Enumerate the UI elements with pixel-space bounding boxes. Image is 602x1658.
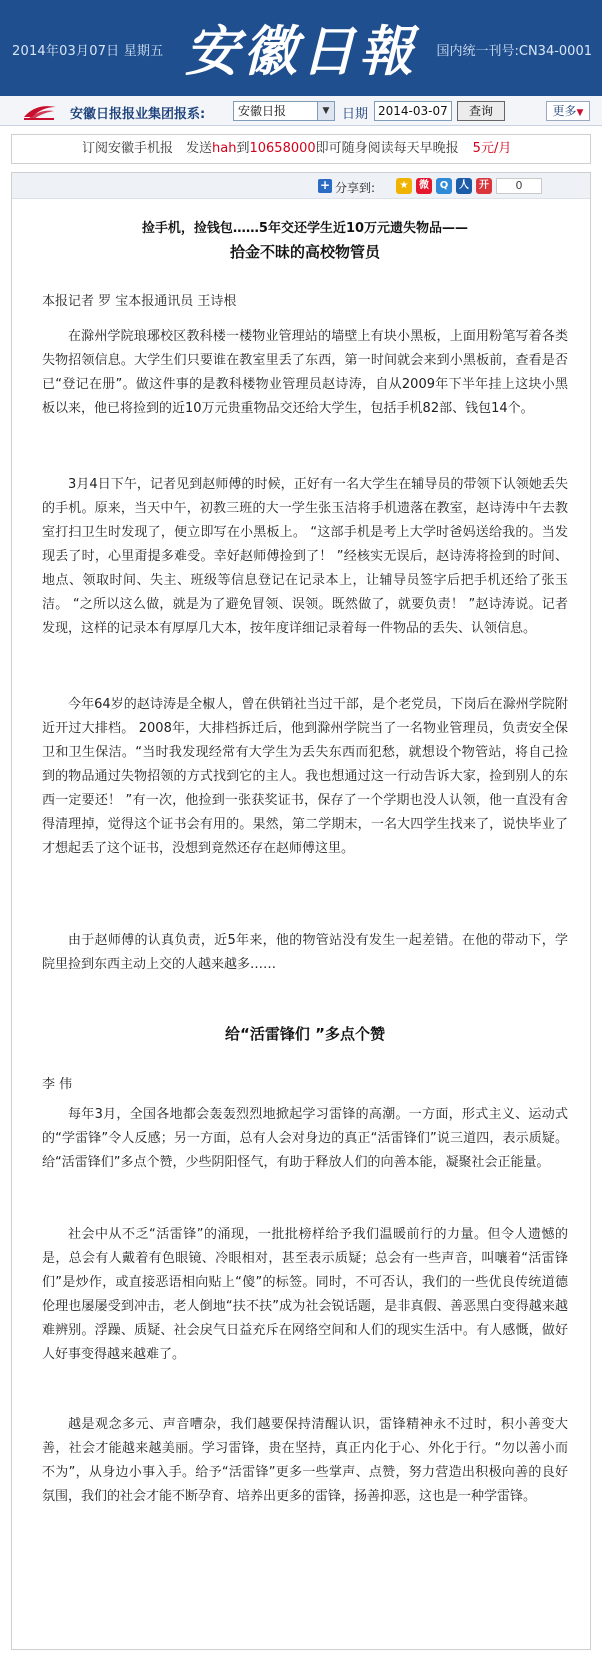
more-label: 更多 bbox=[552, 104, 577, 118]
subscribe-text-2: 到 bbox=[236, 141, 250, 156]
chevron-down-icon[interactable]: ▼ bbox=[317, 102, 334, 120]
qzone-icon[interactable]: ★ bbox=[396, 178, 412, 194]
subscribe-number: 10658000 bbox=[249, 141, 316, 156]
caret-down-icon: ▼ bbox=[576, 108, 584, 118]
article2-byline: 李 伟 bbox=[42, 1077, 73, 1092]
more-button[interactable] bbox=[546, 101, 590, 121]
article2-paragraph: 每年3月，全国各地都会轰轰烈烈地掀起学习雷锋的高潮。一方面，形式主义、运动式的“学雷锋”令人反感；另一方面，总有人会对身边的真正“活雷锋们”说三道四，表示质疑。给“活雷锋们”多点个赞，少些阴阳怪气，有助于释放人们的向善本能，凝聚社会正能量。 bbox=[42, 1107, 568, 1170]
article2-paragraph: 社会中从不乏“活雷锋”的涌现，一批批榜样给予我们温暖前行的力量。但令人遗憾的是，总会有人戴着有色眼镜、冷眼相对，甚至表示质疑；总会有一些声音，叫嚷着“活雷锋们”是炒作，或直接恶语相向贴上“傻”的标签。同时，不可否认，我们的一些优良传统道德伦理也屡屡受到冲击，老人倒地“扶不扶”成为社会锐话题，是非真假、善恶黑白变得越来越难辨别。浮躁、质疑、社会戾气日益充斥在网络空间和人们的现实生活中。有人感慨，做好人好事变得越来越难了。 bbox=[42, 1227, 568, 1362]
group-logo-icon[interactable] bbox=[22, 101, 58, 121]
subscribe-text-1: 订阅安徽手机报 发送 bbox=[82, 141, 213, 156]
issue-date: 2014年03月07日 星期五 bbox=[12, 44, 164, 59]
share-plus-icon[interactable]: + bbox=[319, 178, 331, 192]
date-input[interactable]: 2014-03-07 bbox=[374, 101, 452, 121]
kaixin-icon[interactable]: 开 bbox=[476, 178, 492, 194]
sina-weibo-icon[interactable]: 微 bbox=[416, 178, 432, 194]
subscribe-code: hah bbox=[212, 141, 237, 156]
renren-icon[interactable]: 人 bbox=[456, 178, 472, 194]
article1-title: 拾金不昧的高校物管员 bbox=[229, 243, 380, 261]
article-panel bbox=[11, 172, 591, 1650]
subscribe-banner[interactable] bbox=[11, 134, 591, 164]
article1-byline: 本报记者 罗 宝本报通讯员 王诗根 bbox=[42, 294, 237, 309]
article1-paragraph: 3月4日下午，记者见到赵师傅的时候，正好有一名大学生在辅导员的带领下认领她丢失的手机。原来，当天中午，初教三班的大一学生张玉洁将手机遗落在教室，赵诗涛中午去教室打扫卫生时发现了，便立即写在小黑板上。 “这部手机是考上大学时爸妈送给我的。当发现丢了时，心里甭提多难受。幸好赵师傅捡到了！ ”经核实无误后，赵诗涛将捡到的时间、地点、领取时间、失主、班级等信息登记在记录本上，让辅导员签字后把手机还给了张玉洁。 “之所以这么做，就是为了避免冒领、误领。既然做了，就要负责！ ”赵诗涛说。记者发现，这样的记录本有厚厚几大本，按年度详细记录着每一件物品的丢失、认领信息。 bbox=[42, 477, 568, 636]
share-count: 0 bbox=[496, 178, 542, 194]
article1-paragraph: 在滁州学院琅琊校区教科楼一楼物业管理站的墙壁上有块小黑板，上面用粉笔写着各类失物招领信息。大学生们只要谁在教室里丢了东西，第一时间就会来到小黑板前，查看是否已“登记在册”。做这件事的是教科楼物业管理员赵诗涛，自从2009年下半年挂上这块小黑板以来，他已将捡到的近10万元贵重物品交还给大学生，包括手机82部、钱包14个。 bbox=[42, 329, 568, 416]
article2-title: 给“活雷锋们 ”多点个赞 bbox=[225, 1025, 385, 1043]
share-bar bbox=[12, 173, 590, 199]
paper-select-value: 安徽日报 bbox=[238, 104, 287, 118]
article1-kicker: 捡手机，捡钱包……5年交还学生近10万元遗失物品—— bbox=[141, 221, 469, 236]
paper-select[interactable] bbox=[233, 101, 335, 121]
newspaper-logo[interactable]: 安徽日報 bbox=[185, 18, 417, 83]
article1-paragraph: 今年64岁的赵诗涛是全椒人，曾在供销社当过干部，是个老党员，下岗后在滁州学院附近开过大排档。 2008年，大排档拆迁后，他到滁州学院当了一名物业管理员，负责安全保卫和卫生保洁。“当时我发现经常有大学生为丢失东西而犯愁，就想设个物管站，将自己捡到的物品通过失物招领的方式找到它的主人。我也想通过这一行动告诉大家，捡到别人的东西一定要还！ ”有一次，他捡到一张获奖证书，保存了一个学期也没人认领，他一直没有舍得清理掉，觉得这个证书会有用的。果然，第二学期末，一名大四学生找来了，说快毕业了才想起丢了这个证书，没想到竟然还存在赵师傅这里。 bbox=[42, 697, 568, 856]
tencent-weibo-icon[interactable]: Q bbox=[436, 178, 452, 194]
query-button[interactable]: 查询 bbox=[457, 101, 505, 121]
toolbar bbox=[0, 96, 602, 126]
article2-paragraph: 越是观念多元、声音嘈杂，我们越要保持清醒认识，雷锋精神永不过时，积小善变大善，社会才能越来越美丽。学习雷锋，贵在坚持，真正内化于心、外化于行。“勿以善小而不为”，从身边小事入手。给予“活雷锋”更多一些掌声、点赞，努力营造出积极向善的良好氛围，我们的社会才能不断孕育、培养出更多的雷锋，扬善抑恶，这也是一种学雷锋。 bbox=[42, 1417, 568, 1504]
subscribe-text-3: 即可随身阅读每天早晚报 bbox=[315, 141, 459, 156]
share-label: 分享到: bbox=[335, 181, 376, 195]
subscribe-price: 5元/月 bbox=[472, 141, 512, 156]
issn-number: 国内统一刊号:CN34-0001 bbox=[436, 44, 592, 59]
article1-paragraph: 由于赵师傅的认真负责，近5年来，他的物管站没有发生一起差错。在他的带动下，学院里捡到东西主动上交的人越来越多…… bbox=[42, 933, 568, 972]
group-label: 安徽日报报业集团报系: bbox=[70, 107, 206, 122]
masthead bbox=[0, 0, 602, 96]
date-label: 日期 bbox=[342, 107, 369, 122]
